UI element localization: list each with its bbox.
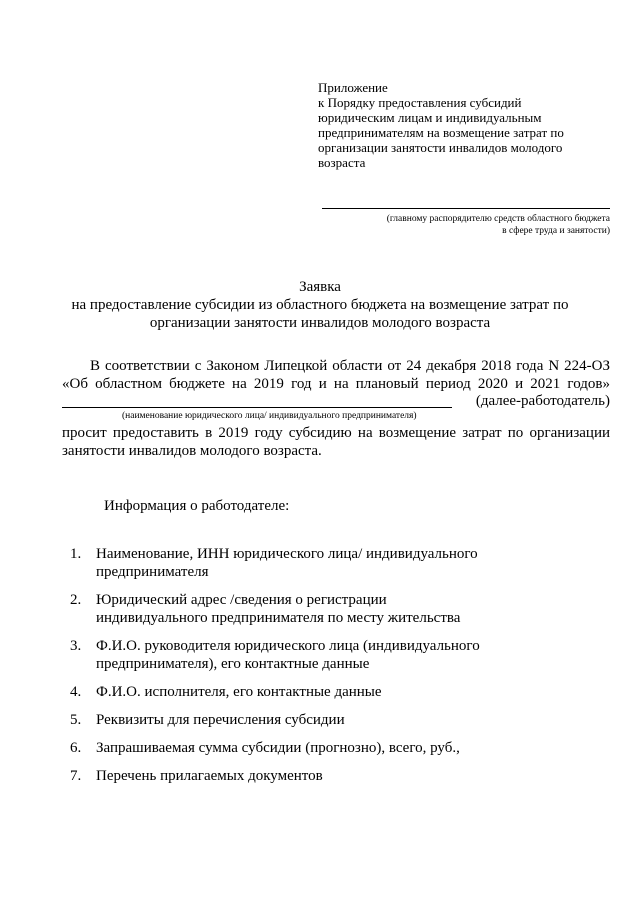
list-number: 4. — [70, 684, 82, 700]
list-number: 2. — [70, 592, 82, 608]
appendix-line: организации занятости инвалидов молодого — [318, 140, 563, 155]
list-number: 5. — [70, 712, 82, 728]
list-number: 7. — [70, 768, 82, 784]
list-item-line1: Реквизиты для перечисления субсидии — [96, 712, 345, 728]
list-item-line1: Запрашиваемая сумма субсидии (прогнозно), всего, руб., — [96, 740, 460, 756]
list-item — [70, 545, 610, 581]
list-item-line2: предпринимателя), его контактные данные — [96, 656, 370, 672]
list-item — [70, 591, 610, 627]
appendix-line: предпринимателям на возмещение затрат по — [318, 125, 564, 140]
body-line3: просит предоставить в 2019 году субсидию на возмещение затрат по организации — [62, 425, 610, 441]
list-number: 1. — [70, 546, 82, 562]
list-item-line1: Ф.И.О. руководителя юридического лица (индивидуального — [96, 638, 480, 654]
list-item-line2: предпринимателя — [96, 564, 209, 580]
employer-suffix: (далее-работодатель) — [475, 393, 610, 409]
title-line3: организации занятости инвалидов молодого возраста — [149, 315, 491, 331]
addressee-hint-line1: (главному распорядителю средств областного бюджета — [386, 214, 610, 224]
body-line4: занятости инвалидов молодого возраста. — [62, 443, 322, 459]
employer-blank-row — [62, 392, 610, 410]
appendix-line: юридическим лицам и индивидуальным — [318, 110, 542, 125]
list-number: 3. — [70, 638, 82, 654]
list-item — [70, 739, 610, 757]
list-item — [70, 711, 610, 729]
list-item-line1: Юридический адрес /сведения о регистрации — [96, 592, 387, 608]
list-number: 6. — [70, 740, 82, 756]
body-line2: «Об областном бюджете на 2019 год и на плановый период 2020 и 2021 годов» — [62, 376, 610, 392]
title-line2: на предоставление субсидии из областного бюджета на возмещение затрат по — [71, 297, 569, 313]
list-item-line1: Ф.И.О. исполнителя, его контактные данные — [96, 684, 382, 700]
addressee-blank-line — [322, 208, 610, 209]
title-line1: Заявка — [299, 279, 341, 295]
list-item — [70, 767, 610, 785]
info-heading: Информация о работодателе: — [104, 498, 290, 514]
list-item-line1: Перечень прилагаемых документов — [96, 768, 323, 784]
list-item — [70, 683, 610, 701]
employer-hint: (наименование юридического лица/ индивидуального предпринимателя) — [122, 411, 417, 421]
body-line1: В соответствии с Законом Липецкой области от 24 декабря 2018 года N 224-ОЗ — [90, 358, 610, 374]
addressee-hint-line2: в сфере труда и занятости) — [502, 226, 610, 236]
appendix-note — [318, 80, 618, 170]
addressee-hint — [387, 213, 610, 237]
document-title — [40, 278, 600, 332]
list-item — [70, 637, 610, 673]
info-list — [70, 545, 610, 795]
list-item-line1: Наименование, ИНН юридического лица/ индивидуального — [96, 546, 478, 562]
appendix-line: к Порядку предоставления субсидий — [318, 95, 522, 110]
employer-blank-line — [62, 407, 452, 408]
appendix-line: возраста — [318, 155, 366, 170]
appendix-line: Приложение — [318, 80, 388, 95]
list-item-line2: индивидуального предпринимателя по месту жительства — [96, 610, 461, 626]
